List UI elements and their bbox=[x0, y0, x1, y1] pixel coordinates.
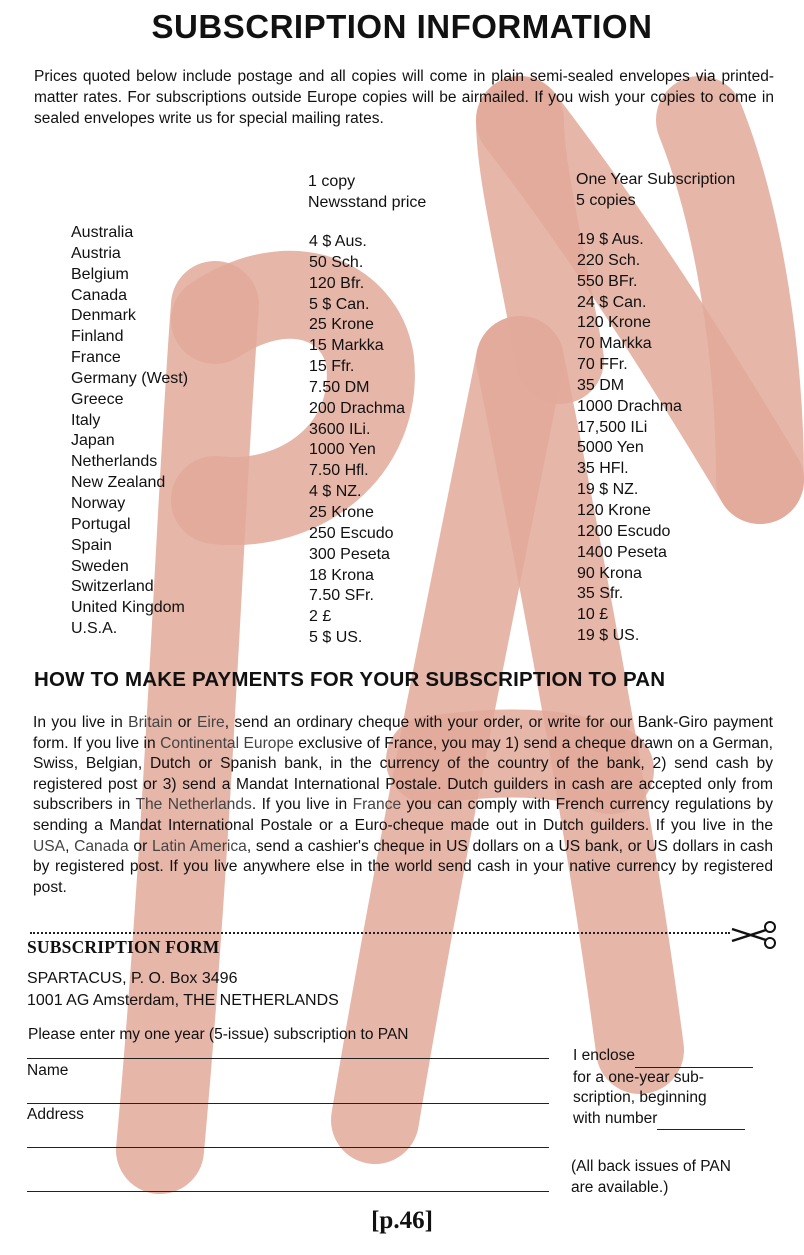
address-label: Address bbox=[27, 1106, 84, 1123]
year-subscription-price: 70 Markka bbox=[577, 335, 652, 353]
year-subscription-price: 220 Sch. bbox=[577, 251, 641, 269]
page-title: SUBSCRIPTION INFORMATION bbox=[151, 8, 653, 45]
country-column bbox=[71, 223, 188, 640]
year-subscription-price: 35 DM bbox=[577, 376, 625, 394]
country-name: Portugal bbox=[71, 515, 131, 533]
country-name: Netherlands bbox=[71, 453, 158, 471]
country-name: Canada bbox=[71, 286, 128, 304]
single-copy-price: 4 $ Aus. bbox=[309, 233, 367, 250]
single-copy-price: 5 $ Can. bbox=[309, 295, 370, 313]
year-subscription-price: 70 FFr. bbox=[577, 356, 628, 374]
intro-paragraph: Prices quoted below include postage and all copies will come in plain semi-sealed envelopes via printed-matter rates. For subscriptions outside Europe copies will be airmailed. If you wish your copies to come in sealed envelopes write us for special mailing rates. bbox=[34, 68, 774, 127]
country-name: Germany (West) bbox=[71, 369, 189, 387]
single-copy-price: 15 Ffr. bbox=[309, 358, 355, 376]
country-name: Australia bbox=[71, 224, 134, 241]
country-name: U.S.A. bbox=[71, 620, 118, 638]
mailing-address: SPARTACUS, P. O. Box 3496 1001 AG Amsterdam, THE NETHERLANDS bbox=[27, 970, 339, 1009]
single-copy-price: 5 $ US. bbox=[309, 629, 363, 647]
single-copy-price: 7.50 Hfl. bbox=[309, 462, 369, 480]
please-enter-text: Please enter my one year (5-issue) subscription to PAN bbox=[28, 1026, 409, 1043]
year-subscription-price: 550 BFr. bbox=[577, 272, 638, 290]
country-name: Italy bbox=[71, 411, 101, 429]
single-copy-price: 250 Escudo bbox=[309, 524, 394, 542]
single-price-column bbox=[309, 232, 405, 649]
single-copy-header: 1 copy Newsstand price bbox=[308, 173, 427, 211]
country-name: Norway bbox=[71, 494, 126, 512]
country-name: Spain bbox=[71, 536, 112, 554]
country-name: Belgium bbox=[71, 265, 129, 283]
country-name: Switzerland bbox=[71, 578, 154, 596]
payments-heading: HOW TO MAKE PAYMENTS FOR YOUR SUBSCRIPTION TO PAN bbox=[34, 668, 666, 691]
year-subscription-price: 35 Sfr. bbox=[577, 585, 624, 603]
payments-paragraph: In you live in Britain or Eire, send an ordinary cheque with your order, or write for our Bank-Giro payment form. If you live in Continental Europe exclusive of France, you may 1) send a cheque drawn on a German, Swiss, Belgian, Dutch or Spanish bank, in the currency of the country of the bank, 2) send cash by registered post or 3) send a Mandat International Postale. Dutch guilders in cash are accepted only from subscribers in The Netherlands. If you live in France you can comply with French currency regulations by sending a Mandat International Postale or a Euro-cheque made out in Dutch guilders. If you live in the USA, Canada or Latin America, send a cashier's cheque in US dollars on a US bank, or US dollars in cash by registered post. If you live anywhere else in the world send cash in your native currency by registered post. bbox=[33, 714, 774, 896]
single-copy-price: 200 Drachma bbox=[309, 399, 406, 417]
year-subscription-price: 35 HFl. bbox=[577, 460, 629, 478]
country-name: United Kingdom bbox=[71, 599, 185, 617]
year-subscription-price: 1200 Escudo bbox=[577, 522, 671, 540]
single-copy-price: 120 Bfr. bbox=[309, 274, 365, 292]
country-name: France bbox=[71, 349, 121, 367]
country-name: Austria bbox=[71, 244, 121, 262]
name-field[interactable] bbox=[27, 1103, 549, 1104]
subscription-form-title: SUBSCRIPTION FORM bbox=[27, 937, 220, 957]
country-name: Sweden bbox=[71, 557, 129, 575]
year-subscription-price: 1000 Drachma bbox=[577, 397, 682, 415]
scissors-icon bbox=[730, 921, 778, 949]
year-subscription-price: 120 Krone bbox=[577, 314, 651, 332]
year-subscription-price: 120 Krone bbox=[577, 501, 651, 519]
enclose-block: I enclose for a one-year sub- scription, beginning with number bbox=[573, 1046, 773, 1130]
single-copy-price: 15 Markka bbox=[309, 337, 384, 355]
form-line-1[interactable] bbox=[27, 1058, 549, 1059]
country-name: New Zealand bbox=[71, 474, 166, 492]
country-name: Denmark bbox=[71, 307, 136, 325]
country-name: Finland bbox=[71, 328, 124, 346]
year-subscription-price: 19 $ NZ. bbox=[577, 481, 639, 499]
year-subscription-price: 17,500 ILi bbox=[577, 418, 648, 436]
year-subscription-price: 19 $ US. bbox=[577, 627, 640, 645]
back-issues-note: (All back issues of PAN are available.) bbox=[571, 1158, 731, 1196]
start-issue-field[interactable] bbox=[657, 1109, 745, 1131]
single-copy-price: 7.50 SFr. bbox=[309, 587, 374, 605]
year-subscription-price: 24 $ Can. bbox=[577, 293, 647, 311]
year-subscription-price: 5000 Yen bbox=[577, 439, 644, 457]
single-copy-price: 18 Krona bbox=[309, 566, 374, 584]
name-label: Name bbox=[27, 1062, 69, 1079]
address-field[interactable] bbox=[27, 1147, 549, 1148]
year-subscription-header: One Year Subscription 5 copies bbox=[576, 171, 736, 209]
year-subscription-price: 10 £ bbox=[577, 606, 609, 624]
single-copy-price: 25 Krone bbox=[309, 503, 374, 521]
year-subscription-price: 19 $ Aus. bbox=[577, 231, 644, 248]
single-copy-price: 3600 ILi. bbox=[309, 420, 371, 438]
single-copy-price: 50 Sch. bbox=[309, 253, 364, 271]
country-name: Japan bbox=[71, 432, 115, 450]
single-copy-price: 7.50 DM bbox=[309, 378, 370, 396]
page-number: [p.46] bbox=[371, 1207, 433, 1234]
cut-line bbox=[30, 932, 730, 934]
year-price-column bbox=[577, 230, 682, 647]
year-subscription-price: 1400 Peseta bbox=[577, 543, 667, 561]
single-copy-price: 25 Krone bbox=[309, 316, 374, 334]
year-subscription-price: 90 Krona bbox=[577, 564, 642, 582]
address-field-2[interactable] bbox=[27, 1191, 549, 1192]
single-copy-price: 300 Peseta bbox=[309, 545, 390, 563]
enclose-amount-field[interactable] bbox=[635, 1046, 753, 1068]
single-copy-price: 2 £ bbox=[309, 608, 332, 626]
single-copy-price: 4 $ NZ. bbox=[309, 483, 362, 501]
country-name: Greece bbox=[71, 390, 124, 408]
single-copy-price: 1000 Yen bbox=[309, 441, 376, 459]
